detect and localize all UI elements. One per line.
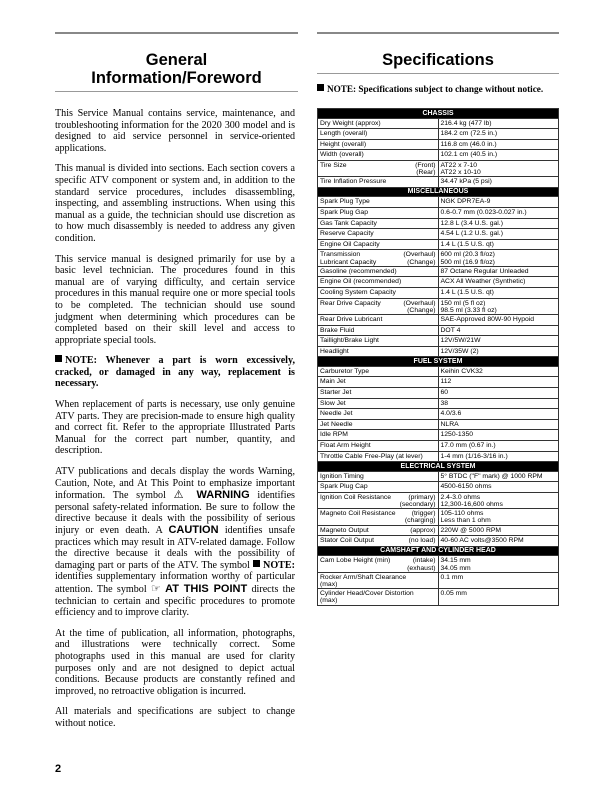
spec-label <box>318 197 439 208</box>
spec-value <box>438 197 559 208</box>
spec-label-text: Jet Needle <box>320 420 353 428</box>
spec-value <box>438 409 559 420</box>
spec-label-text: Float Arm Height <box>320 441 371 449</box>
spec-value-text: 34.47 kPa (5 psi) <box>440 178 492 186</box>
spec-label <box>318 346 439 357</box>
spec-value <box>438 129 559 140</box>
spec-label-text: Height (overall) <box>320 140 367 148</box>
spec-row <box>318 492 559 508</box>
spec-label <box>318 177 439 188</box>
spec-label-text: Main Jet <box>320 378 346 386</box>
spec-value-text: 184.2 cm (72.5 in.) <box>440 130 498 138</box>
spec-value-text: 1-4 mm (1/16-3/16 in.) <box>440 452 508 460</box>
spec-row <box>318 239 559 250</box>
spec-row <box>318 409 559 420</box>
spec-label <box>318 398 439 409</box>
spec-row <box>318 398 559 409</box>
spec-label-text: (max) <box>320 580 338 588</box>
text-run: identifies personal safety-related information. Be sure to follow the directive because it deals with the possibility of serious injury or even death. A <box>55 490 295 536</box>
spec-label-text: Width (overall) <box>320 151 364 159</box>
spec-value-text: 0.05 mm <box>440 590 467 598</box>
foreword-body <box>55 108 295 739</box>
spec-value <box>438 298 559 314</box>
spec-row <box>318 509 559 525</box>
caution-word: CAUTION <box>168 524 219 536</box>
spec-value-text: Keihin CVK32 <box>440 367 483 375</box>
page-number: 2 <box>55 763 62 775</box>
spec-value <box>438 160 559 176</box>
spec-value-text: 220W @ 5000 RPM <box>440 526 502 534</box>
spec-value-text: Less than 1 ohm <box>440 517 491 525</box>
spec-value-text: ACX All Weather (Synthetic) <box>440 278 526 286</box>
spec-row <box>318 451 559 462</box>
spec-value <box>438 250 559 266</box>
text-run: directs the technician to certain and specific procedures to promote efficiency and to improve clarity. <box>55 583 295 619</box>
note-square-icon <box>55 355 62 362</box>
spec-value-text: 112 <box>440 378 452 386</box>
spec-label <box>318 314 439 325</box>
spec-row <box>318 430 559 441</box>
spec-label <box>318 207 439 218</box>
spec-row <box>318 298 559 314</box>
spec-value <box>438 239 559 250</box>
spec-qualifier: (exhaust) <box>407 564 436 572</box>
paragraph: This service manual is designed primarily for use by a basic level technician. The procedures found in this manual are of varying difficulty, and certain service procedures in this manual require one or more special tools to be completed. The technician should use sound judgment when determining which procedures can be completed based on their skill level and access to appropriate special tools. <box>55 253 295 346</box>
spec-row <box>318 118 559 129</box>
spec-row <box>318 129 559 140</box>
spec-label-text: Spark Plug Type <box>320 198 370 206</box>
spec-row <box>318 346 559 357</box>
paragraph: All materials and specifications are subject to change without notice. <box>55 706 295 729</box>
spec-row <box>318 197 559 208</box>
spec-label-text: Lubricant Capacity <box>320 258 377 266</box>
spec-label <box>318 409 439 420</box>
spec-value <box>438 366 559 377</box>
spec-value-text: 12.8 L (3.4 U.S. gal.) <box>440 219 503 227</box>
spec-row <box>318 207 559 218</box>
spec-label-text: Rear Drive Capacity <box>320 299 381 307</box>
spec-label <box>318 287 439 298</box>
section-header: CAMSHAFT AND CYLINDER HEAD <box>318 546 559 556</box>
spec-value <box>438 471 559 482</box>
heading-line-2: Information/Foreword <box>91 69 262 87</box>
spec-qualifier: (no load) <box>408 537 436 545</box>
spec-row <box>318 366 559 377</box>
spec-label <box>318 250 439 266</box>
spec-value-text: 1.4 L (1.5 U.S. qt) <box>440 240 494 248</box>
note-square-icon <box>253 560 260 567</box>
spec-value-text: 105-110 ohms <box>440 510 484 518</box>
spec-label-text: Starter Jet <box>320 389 352 396</box>
spec-qualifier: (charging) <box>404 517 436 525</box>
spec-value <box>438 277 559 288</box>
spec-row <box>318 229 559 240</box>
right-top-rule <box>317 32 559 34</box>
spec-label <box>318 239 439 250</box>
right-page-heading: Specifications <box>382 51 494 69</box>
spec-label-text: Throttle Cable Free-Play (at lever) <box>320 452 423 460</box>
left-top-rule <box>55 32 298 34</box>
spec-label-text: Tire Inflation Pressure <box>320 178 387 186</box>
spec-label-text: Carburetor Type <box>320 367 369 375</box>
spec-qualifier: (approx) <box>410 526 436 534</box>
spec-qualifier: (Change) <box>407 306 436 314</box>
spec-label <box>318 229 439 240</box>
spec-label-text: Ignition Coil Resistance <box>320 493 392 501</box>
spec-label <box>318 419 439 430</box>
spec-value <box>438 325 559 336</box>
spec-label <box>318 492 439 508</box>
spec-value-text: AT22 x 10-10 <box>440 169 481 177</box>
spec-label <box>318 336 439 347</box>
section-header-row <box>318 357 559 367</box>
spec-row <box>318 572 559 588</box>
spec-row <box>318 177 559 188</box>
spec-label <box>318 266 439 277</box>
spec-row <box>318 336 559 347</box>
spec-value <box>438 556 559 572</box>
note-text: NOTE: Specifications subject to change without notice. <box>327 84 544 94</box>
spec-row <box>318 525 559 536</box>
note-word: NOTE: <box>263 559 295 571</box>
section-header: MISCELLANEOUS <box>318 187 559 197</box>
spec-label-text: Transmission <box>320 251 361 259</box>
spec-label <box>318 118 439 129</box>
spec-label-text: Length (overall) <box>320 130 368 138</box>
spec-label <box>318 536 439 547</box>
spec-qualifier: (Front) <box>415 161 436 169</box>
spec-label <box>318 277 439 288</box>
spec-qualifier: (Change) <box>407 258 436 266</box>
spec-label <box>318 129 439 140</box>
spec-label <box>318 509 439 525</box>
spec-label-text: Reserve Capacity <box>320 230 374 238</box>
spec-value-text: 150 ml (5 fl oz) <box>440 299 486 307</box>
spec-value-text: SAE-Approved 80W-90 Hypoid <box>440 315 535 323</box>
note-paragraph <box>55 355 295 390</box>
spec-qualifier: (secondary) <box>399 501 436 509</box>
spec-value-text: 38 <box>440 399 449 407</box>
spec-label-text: Spark Plug Cap <box>320 483 368 491</box>
spec-value-text: 12V/5W/21W <box>440 337 481 345</box>
spec-label-text: Stator Coil Output <box>320 537 375 545</box>
spec-label-text: Headlight <box>320 347 349 355</box>
spec-value <box>438 336 559 347</box>
spec-value <box>438 440 559 451</box>
paragraph: At the time of publication, all information, photographs, and illustrations were technically correct. Some photographs used in this manual are used for clarity purposes only and are not designed to depict actual conditions. Because products are constantly refined and improved, no retroactive obligation is incurred. <box>55 627 295 697</box>
specifications-table <box>317 108 559 606</box>
spec-label <box>318 525 439 536</box>
spec-label <box>318 388 439 399</box>
spec-label-text: Ignition Timing <box>320 472 364 480</box>
spec-value-text: 500 ml (16.9 fl/oz) <box>440 258 495 266</box>
spec-value-text: 60 <box>440 389 449 396</box>
spec-label <box>318 556 439 572</box>
spec-row <box>318 419 559 430</box>
spec-row <box>318 325 559 336</box>
spec-value-text: 12,300-16,600 ohms <box>440 501 503 509</box>
spec-label <box>318 218 439 229</box>
spec-value-text: 4.54 L (1.2 U.S. gal.) <box>440 230 503 238</box>
spec-label-text: Tire Size <box>320 161 347 169</box>
section-header-row <box>318 109 559 119</box>
spec-row <box>318 277 559 288</box>
spec-row <box>318 388 559 399</box>
spec-label <box>318 589 439 605</box>
spec-row <box>318 139 559 150</box>
signal-words-paragraph <box>55 466 295 619</box>
spec-label <box>318 451 439 462</box>
spec-value <box>438 525 559 536</box>
spec-row <box>318 287 559 298</box>
spec-row <box>318 250 559 266</box>
spec-value <box>438 536 559 547</box>
spec-label-text: Cooling System Capacity <box>320 288 396 296</box>
spec-value <box>438 589 559 605</box>
spec-label-text: Needle Jet <box>320 410 353 418</box>
spec-value <box>438 451 559 462</box>
spec-value-text: 98.5 ml (3.33 fl oz) <box>440 306 497 314</box>
pointing-hand-icon: ☞ <box>150 581 161 595</box>
spec-value-text: 34.15 mm <box>440 557 471 565</box>
spec-label <box>318 377 439 388</box>
spec-label <box>318 366 439 377</box>
heading-line-1: General <box>145 51 208 69</box>
spec-value-text: 0.1 mm <box>440 573 464 581</box>
spec-value-text: 600 ml (20.3 fl/oz) <box>440 251 495 259</box>
section-header: ELECTRICAL SYSTEM <box>318 462 559 472</box>
spec-label <box>318 440 439 451</box>
spec-value-text: 87 Octane Regular Unleaded <box>440 267 529 275</box>
spec-row <box>318 218 559 229</box>
spec-label-text: Cam Lobe Height (min) <box>320 557 391 565</box>
spec-row <box>318 536 559 547</box>
spec-label <box>318 471 439 482</box>
spec-label-text: Gasoline (recommended) <box>320 267 397 275</box>
spec-value <box>438 509 559 525</box>
spec-value-text: 4.0/3.6 <box>440 410 462 418</box>
spec-value-text: 5° BTDC ("F" mark) @ 1000 RPM <box>440 472 543 480</box>
paragraph: When replacement of parts is necessary, use only genuine ATV parts. They are precision-made to ensure high quality and correct fit. Refer to the appropriate Illustrated Parts Manual for the correct part number, quantity, and description. <box>55 399 295 457</box>
spec-label-text: Brake Fluid <box>320 326 355 334</box>
spec-value-text: NLRA <box>440 420 459 428</box>
section-header: CHASSIS <box>318 109 559 119</box>
spec-row <box>318 482 559 493</box>
text-run: identifies supplementary information worthy of particular attention. The symbol <box>55 571 295 595</box>
specifications-note <box>317 84 559 94</box>
spec-value <box>438 572 559 588</box>
spec-value-text: NGK DPR7EA-9 <box>440 198 491 206</box>
spec-value <box>438 150 559 161</box>
spec-row <box>318 556 559 572</box>
warning-triangle-icon: ⚠ <box>173 488 189 502</box>
at-this-point-word: AT THIS POINT <box>165 582 248 595</box>
spec-label-text: Taillight/Brake Light <box>320 337 379 345</box>
paragraph: This manual is divided into sections. Each section covers a specific ATV component or system and, in addition to the standard service procedures, includes disassembling, inspecting, and assembling instructions. When using this manual as a guide, the technician should use discretion as to how much disassembly is needed to address any given condition. <box>55 163 295 244</box>
spec-label <box>318 430 439 441</box>
spec-qualifier: (trigger) <box>411 510 436 518</box>
spec-row <box>318 160 559 176</box>
spec-qualifier: (primary) <box>408 493 436 501</box>
spec-value <box>438 229 559 240</box>
spec-value-text: 216.4 kg (477 lb) <box>440 119 492 127</box>
spec-label <box>318 482 439 493</box>
text-run: ATV publications and decals display the words Warning, Caution, Note, and At This Point to emphasize important information. The symbol <box>55 466 295 502</box>
spec-value <box>438 398 559 409</box>
spec-label <box>318 572 439 588</box>
spec-value <box>438 346 559 357</box>
spec-value-text: 17.0 mm (0.67 in.) <box>440 441 496 449</box>
spec-label <box>318 139 439 150</box>
section-header-row <box>318 462 559 472</box>
right-heading-rule <box>317 73 559 74</box>
section-header: FUEL SYSTEM <box>318 357 559 367</box>
spec-qualifier: (Overhaul) <box>403 251 436 259</box>
spec-value <box>438 177 559 188</box>
spec-value <box>438 492 559 508</box>
spec-label-text: Slow Jet <box>320 399 346 407</box>
spec-label-text: Magneto Output <box>320 526 369 534</box>
spec-value-text: 102.1 cm (40.5 in.) <box>440 151 498 159</box>
spec-label-text: Rocker Arm/Shaft Clearance <box>320 573 407 581</box>
spec-label-text: Spark Plug Gap <box>320 208 368 216</box>
spec-value <box>438 377 559 388</box>
spec-label <box>318 325 439 336</box>
spec-row <box>318 314 559 325</box>
section-header-row <box>318 187 559 197</box>
note-square-icon <box>317 84 324 91</box>
spec-label-text: Magneto Coil Resistance <box>320 510 396 518</box>
spec-label-text: Engine Oil (recommended) <box>320 278 402 286</box>
spec-value <box>438 314 559 325</box>
spec-label <box>318 150 439 161</box>
spec-row <box>318 471 559 482</box>
spec-row <box>318 440 559 451</box>
spec-row <box>318 266 559 277</box>
spec-value-text: AT22 x 7-10 <box>440 161 478 169</box>
spec-row <box>318 589 559 605</box>
spec-value <box>438 388 559 399</box>
spec-label-text: (max) <box>320 597 338 605</box>
spec-row <box>318 377 559 388</box>
spec-label <box>318 298 439 314</box>
spec-value-text: DOT 4 <box>440 326 461 334</box>
spec-label-text: Engine Oil Capacity <box>320 240 380 248</box>
spec-label-text: Rear Drive Lubricant <box>320 315 383 323</box>
left-heading-rule <box>55 91 298 92</box>
spec-value-text: 1.4 L (1.5 U.S. qt) <box>440 288 494 296</box>
paragraph: This Service Manual contains service, maintenance, and troubleshooting information for the 2020 300 model and is designed to aid service personnel in service-oriented applications. <box>55 108 295 154</box>
warning-word: WARNING <box>196 489 250 502</box>
spec-value <box>438 287 559 298</box>
spec-label-text: Dry Weight (approx) <box>320 119 381 127</box>
spec-value <box>438 139 559 150</box>
spec-value <box>438 482 559 493</box>
spec-value <box>438 118 559 129</box>
spec-qualifier: (Overhaul) <box>403 299 436 307</box>
spec-value-text: 116.8 cm (46.0 in.) <box>440 140 497 148</box>
spec-label <box>318 160 439 176</box>
spec-value <box>438 207 559 218</box>
spec-qualifier: (intake) <box>412 557 436 565</box>
spec-value-text: 12V/35W (2) <box>440 347 479 355</box>
spec-qualifier: (Rear) <box>416 169 436 177</box>
spec-label-text: Gas Tank Capacity <box>320 219 377 227</box>
spec-value-text: 40-60 AC volts@3500 RPM <box>440 537 524 545</box>
spec-value <box>438 266 559 277</box>
spec-label-text: Idle RPM <box>320 431 348 439</box>
spec-value-text: 34.05 mm <box>440 564 471 572</box>
spec-value <box>438 218 559 229</box>
spec-row <box>318 150 559 161</box>
spec-value <box>438 419 559 430</box>
spec-label-text: Cylinder Head/Cover Distortion <box>320 590 414 598</box>
spec-value-text: 2.4-3.0 ohms <box>440 493 481 501</box>
note-text: NOTE: Whenever a part is worn excessively, cracked, or damaged in any way, replacement is necessary. <box>55 355 295 390</box>
spec-value-text: 1250-1350 <box>440 431 474 439</box>
left-page-heading <box>55 51 298 87</box>
spec-value-text: 0.6-0.7 mm (0.023-0.027 in.) <box>440 208 527 216</box>
text-run: identifies unsafe practices which may result in ATV-related damage. Follow the directive because it deals with the possibility of damaging part or parts of the ATV. The symbol <box>55 525 295 571</box>
section-header-row <box>318 546 559 556</box>
spec-value-text: 4500-6150 ohms <box>440 483 492 491</box>
spec-value <box>438 430 559 441</box>
specifications-table-body <box>318 109 559 606</box>
